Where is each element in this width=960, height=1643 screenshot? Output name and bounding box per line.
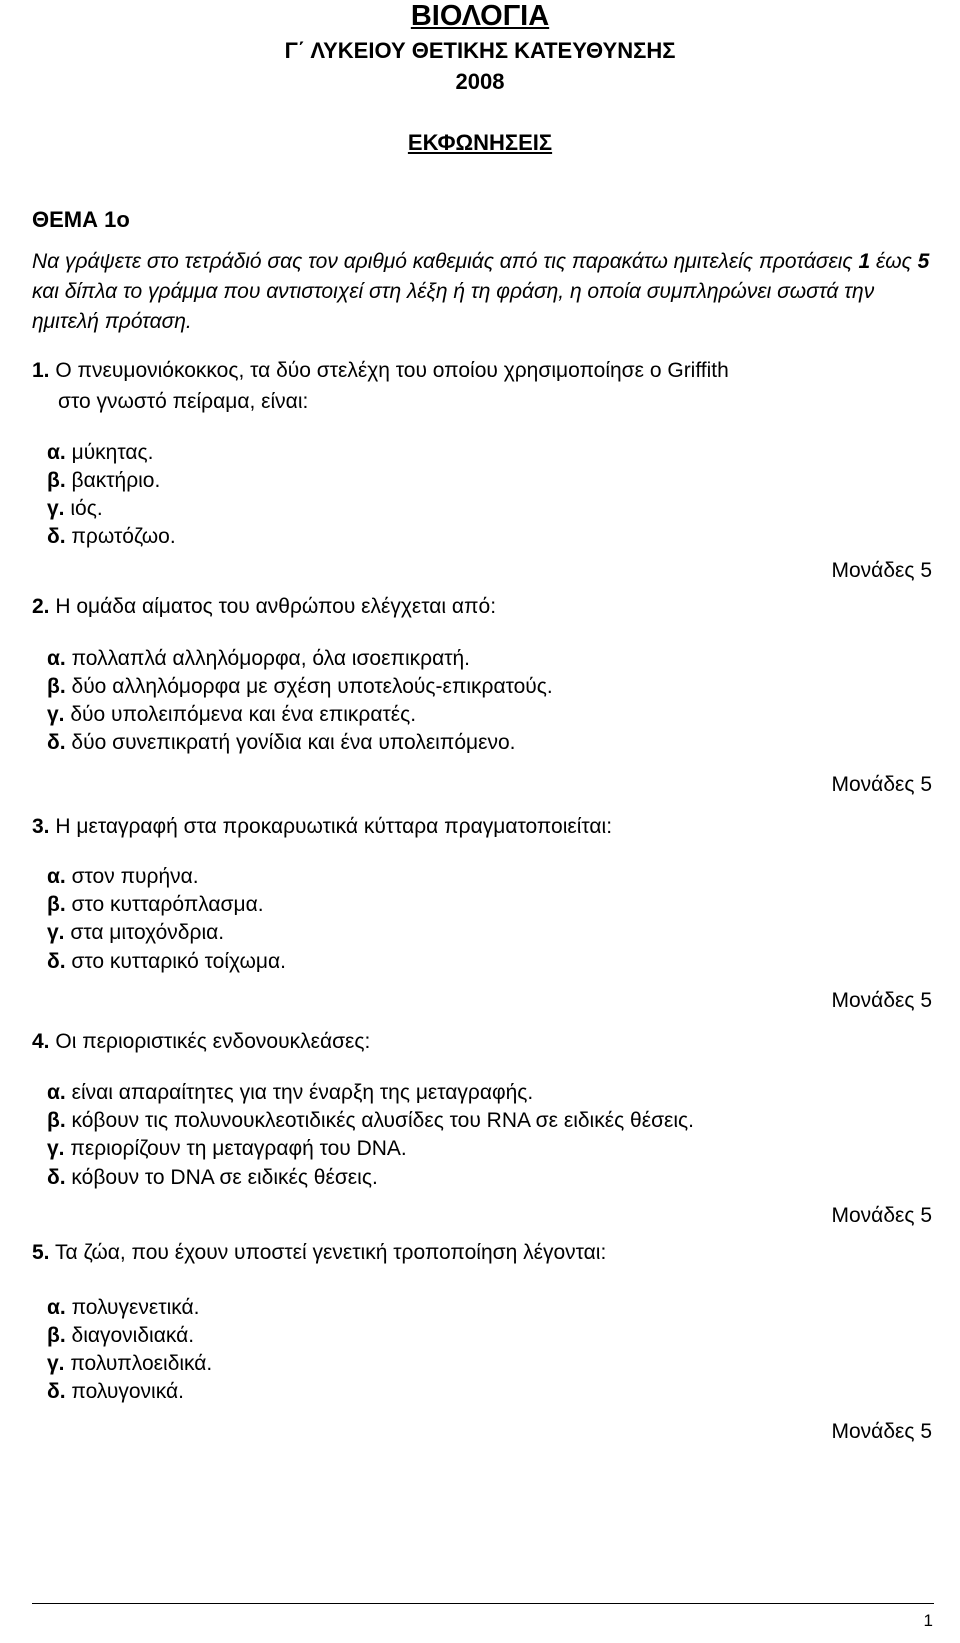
option-letter: α. — [47, 441, 66, 464]
option-letter: α. — [47, 1296, 66, 1319]
option-row — [47, 920, 224, 946]
option-row — [47, 1080, 533, 1106]
marks-label: Μονάδες 5 — [831, 989, 932, 1012]
option-letter: γ. — [47, 497, 65, 520]
marks-label: Μονάδες 5 — [831, 1420, 932, 1443]
document-year: 2008 — [455, 69, 505, 94]
question-number: 1. — [32, 359, 50, 382]
option-letter: γ. — [47, 921, 65, 944]
footer-divider — [32, 1603, 934, 1604]
option-row — [47, 646, 470, 672]
option-text: κόβουν το DNA σε ειδικές θέσεις. — [71, 1166, 378, 1189]
question-number: 5. — [32, 1241, 50, 1264]
option-text: δύο συνεπικρατή γονίδια και ένα υπολειπόμενο. — [71, 731, 516, 754]
question-number: 2. — [32, 595, 50, 618]
option-letter: δ. — [47, 731, 66, 754]
option-letter: α. — [47, 1081, 66, 1104]
option-row — [47, 1108, 694, 1134]
theme-instructions — [32, 247, 932, 337]
question-text: Τα ζώα, που έχουν υποστεί γενετική τροποποίηση λέγονται: — [54, 1241, 607, 1264]
question-3 — [32, 814, 612, 840]
option-row — [47, 496, 103, 522]
question-1-text-continued: στο γνωστό πείραμα, είναι: — [58, 390, 309, 413]
section-heading: ΕΚΦΩΝΗΣΕΙΣ — [407, 130, 553, 155]
question-text: Οι περιοριστικές ενδονουκλεάσες: — [55, 1030, 371, 1053]
option-text: στο κυτταρόπλασμα. — [71, 893, 264, 916]
intro-text-3: και δίπλα το γράμμα που αντιστοιχεί στη λέξη ή τη φράση, η οποία συμπληρώνει σωστά την ημιτελή πρόταση. — [32, 280, 875, 333]
option-row — [47, 1323, 194, 1349]
marks-label: Μονάδες 5 — [831, 773, 932, 796]
option-row — [47, 702, 416, 728]
option-letter: δ. — [47, 1166, 66, 1189]
option-row — [47, 440, 153, 466]
intro-number-2: 5 — [917, 250, 930, 273]
option-row — [47, 892, 264, 918]
option-text: πολυπλοειδικά. — [70, 1352, 213, 1375]
option-text: στα μιτοχόνδρια. — [70, 921, 225, 944]
question-number: 3. — [32, 815, 50, 838]
option-row — [47, 1165, 378, 1191]
document-title: ΒΙΟΛΟΓΙΑ — [410, 0, 550, 32]
option-text: δύο αλληλόμορφα με σχέση υποτελούς-επικρατούς. — [71, 675, 553, 698]
option-letter: γ. — [47, 703, 65, 726]
intro-text-2: έως — [870, 250, 918, 273]
option-row — [47, 468, 160, 494]
option-row — [47, 1351, 212, 1377]
intro-number-1: 1 — [858, 250, 871, 273]
option-text: διαγονιδιακά. — [71, 1324, 195, 1347]
option-letter: α. — [47, 647, 66, 670]
marks-label: Μονάδες 5 — [831, 559, 932, 582]
option-text: στον πυρήνα. — [71, 865, 199, 888]
option-letter: δ. — [47, 1380, 66, 1403]
question-text: Η ομάδα αίματος του ανθρώπου ελέγχεται από: — [55, 595, 497, 618]
option-letter: γ. — [47, 1137, 65, 1160]
option-text: πολυγονικά. — [71, 1380, 184, 1403]
option-text: στο κυτταρικό τοίχωμα. — [71, 950, 286, 973]
option-letter: β. — [47, 675, 66, 698]
question-4 — [32, 1029, 370, 1055]
option-row — [47, 674, 553, 700]
option-text: δύο υπολειπόμενα και ένα επικρατές. — [70, 703, 417, 726]
option-text: είναι απαραίτητες για την έναρξη της μεταγραφής. — [71, 1081, 534, 1104]
option-row — [47, 1379, 184, 1405]
option-text: βακτήριο. — [71, 469, 161, 492]
option-row — [47, 864, 199, 890]
option-row — [47, 730, 516, 756]
option-letter: γ. — [47, 1352, 65, 1375]
option-text: περιορίζουν τη μεταγραφή του DNA. — [70, 1137, 407, 1160]
option-row — [47, 1295, 199, 1321]
option-letter: β. — [47, 1324, 66, 1347]
option-text: πολυγενετικά. — [71, 1296, 200, 1319]
marks-label: Μονάδες 5 — [831, 1204, 932, 1227]
option-row — [47, 1136, 407, 1162]
option-text: κόβουν τις πολυνουκλεοτιδικές αλυσίδες του RNA σε ειδικές θέσεις. — [71, 1109, 695, 1132]
option-letter: β. — [47, 893, 66, 916]
option-text: πρωτόζωο. — [71, 525, 176, 548]
option-letter: α. — [47, 865, 66, 888]
option-text: ιός. — [70, 497, 103, 520]
option-text: πολλαπλά αλληλόμορφα, όλα ισοεπικρατή. — [71, 647, 471, 670]
option-row — [47, 949, 286, 975]
intro-text-1: Να γράψετε στο τετράδιό σας τον αριθμό καθεμιάς από τις παρακάτω ημιτελείς προτάσεις — [32, 250, 859, 273]
page-number: 1 — [923, 1611, 933, 1630]
question-5 — [32, 1240, 606, 1266]
theme-title: ΘΕΜΑ 1ο — [32, 207, 130, 232]
option-row — [47, 524, 176, 550]
option-letter: δ. — [47, 525, 66, 548]
question-number: 4. — [32, 1030, 50, 1053]
option-letter: β. — [47, 1109, 66, 1132]
option-text: μύκητας. — [71, 441, 154, 464]
document-subtitle: Γ΄ ΛΥΚΕΙΟΥ ΘΕΤΙΚΗΣ ΚΑΤΕΥΘΥΝΣΗΣ — [284, 38, 676, 63]
question-1 — [32, 358, 729, 384]
option-letter: δ. — [47, 950, 66, 973]
question-text: Η μεταγραφή στα προκαρυωτικά κύτταρα πραγματοποιείται: — [55, 815, 613, 838]
question-text: Ο πνευμονιόκοκκος, τα δύο στελέχη του οποίου χρησιμοποίησε ο Griffith — [55, 359, 729, 382]
question-2 — [32, 594, 496, 620]
option-letter: β. — [47, 469, 66, 492]
